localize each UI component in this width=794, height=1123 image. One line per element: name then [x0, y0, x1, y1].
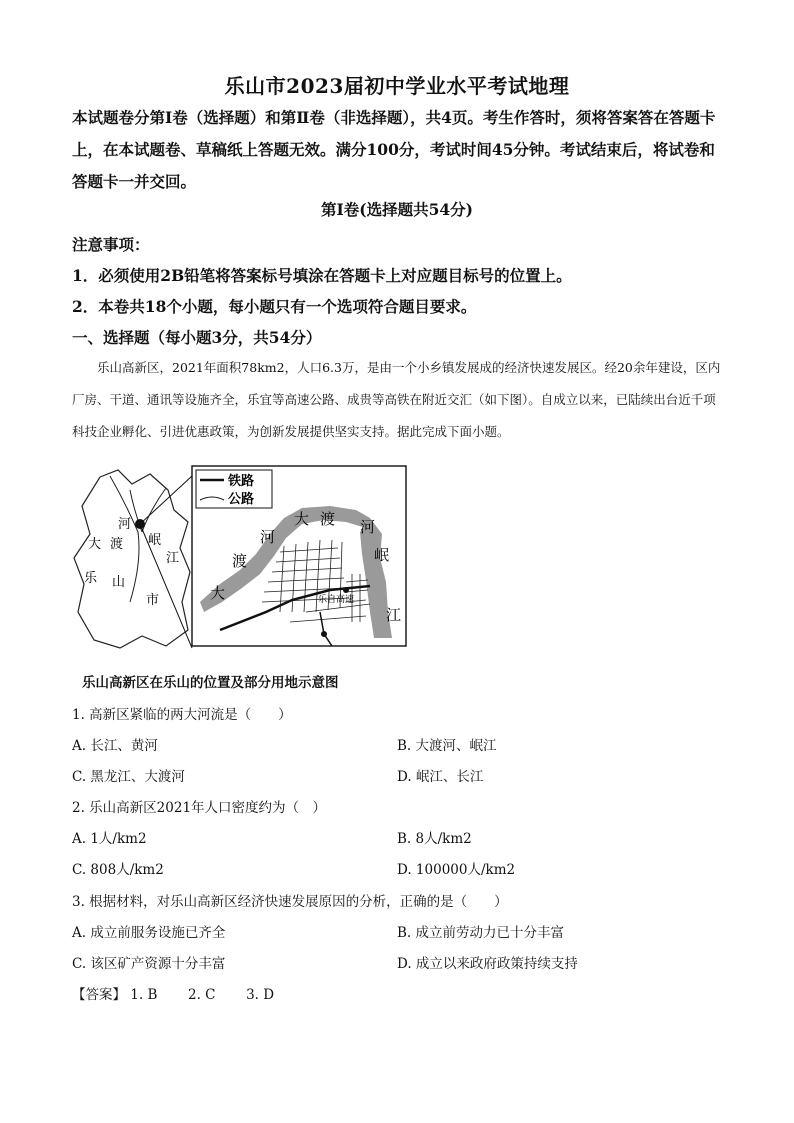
q2-option-a: A. 1人/km2: [72, 831, 147, 847]
answer-1: 1. B: [130, 987, 158, 1003]
q1-option-d: D. 岷江、长江: [397, 769, 484, 785]
right-label-jiang: 江: [386, 606, 402, 624]
right-label-he-1: 河: [360, 518, 376, 536]
answer-label: 【答案】: [72, 987, 126, 1003]
left-label-shan: 山: [112, 575, 126, 590]
question-2-stem: 2. 乐山高新区2021年人口密度约为（ ）: [72, 800, 327, 816]
left-label-he: 河: [118, 517, 132, 532]
station-marker: [343, 587, 349, 593]
page-title: 乐山市2023届初中学业水平考试地理: [224, 74, 570, 98]
left-label-jiang: 江: [166, 551, 180, 566]
right-label-du-2: 渡: [232, 552, 248, 570]
highway-label: 乐自高速: [318, 595, 355, 605]
q1-option-c: C. 黑龙江、大渡河: [72, 769, 185, 785]
left-label-shi: 市: [146, 593, 160, 608]
q3-option-a: A. 成立前服务设施已齐全: [72, 925, 226, 941]
section-title: 第Ⅰ卷(选择题共54分): [321, 200, 473, 219]
part-heading: 一、选择题（每小题3分，共54分）: [72, 328, 322, 347]
q3-option-b: B. 成立前劳动力已十分丰富: [397, 925, 565, 941]
q1-option-a: A. 长江、黄河: [72, 738, 158, 754]
legend-road-label: 公路: [228, 492, 255, 507]
right-label-du-1: 渡: [320, 510, 336, 528]
left-label-le: 乐: [84, 571, 98, 586]
q3-option-c: C. 该区矿产资源十分丰富: [72, 956, 226, 972]
location-map: [70, 462, 412, 662]
notes-heading: 注意事项：: [72, 235, 150, 254]
right-label-he-2: 河: [260, 528, 276, 546]
map-caption: 乐山高新区在乐山的位置及部分用地示意图: [82, 675, 339, 691]
right-label-da-2: 大: [210, 584, 226, 602]
left-label-min: 岷: [148, 533, 162, 548]
note-1: 1．必须使用2B铅笔将答案标号填涂在答题卡上对应题目标号的位置上。: [72, 266, 572, 285]
answer-2: 2. C: [187, 987, 216, 1003]
q2-option-c: C. 808人/km2: [72, 862, 164, 878]
answer-3: 3. D: [246, 987, 275, 1003]
question-1-stem: 1. 高新区紧临的两大河流是（ ）: [72, 707, 292, 723]
q2-option-d: D. 100000人/km2: [397, 862, 516, 878]
intro-paragraph: 本试题卷分第Ⅰ卷（选择题）和第Ⅱ卷（非选择题），共4页。考生作答时，须将答案答在答题卡上，在本试题卷、草稿纸上答题无效。满分100分，考试时间45分钟。考试结束后，将试卷和答题卡一并交回。: [72, 108, 716, 191]
q3-option-d: D. 成立以来政府政策持续支持: [397, 956, 578, 972]
right-label-min: 岷: [374, 546, 390, 564]
legend-rail-label: 铁路: [228, 474, 255, 489]
question-3-stem: 3. 根据材料，对乐山高新区经济快速发展原因的分析，正确的是（ ）: [72, 894, 508, 910]
q1-option-b: B. 大渡河、岷江: [397, 738, 497, 754]
material-paragraph: 乐山高新区，2021年面积78km2，人口6.3万，是由一个小乡镇发展成的经济快速发展区。经20余年建设，区内厂房、干道、通讯等设施齐全，乐宜等高速公路、成贵等高铁在附近交汇（如下图）。自成立以来，已陆续出台近千项科技企业孵化、引进优惠政策，为创新发展提供坚实支持。据此完成下面小题。: [72, 360, 721, 439]
right-label-da-1: 大: [294, 510, 310, 528]
left-label-du: 渡: [110, 537, 124, 552]
q2-option-b: B. 8人/km2: [397, 831, 472, 847]
note-2: 2．本卷共18个小题，每小题只有一个选项符合题目要求。: [72, 297, 477, 316]
left-label-da: 大: [88, 537, 102, 552]
answer-line: [72, 983, 274, 1003]
